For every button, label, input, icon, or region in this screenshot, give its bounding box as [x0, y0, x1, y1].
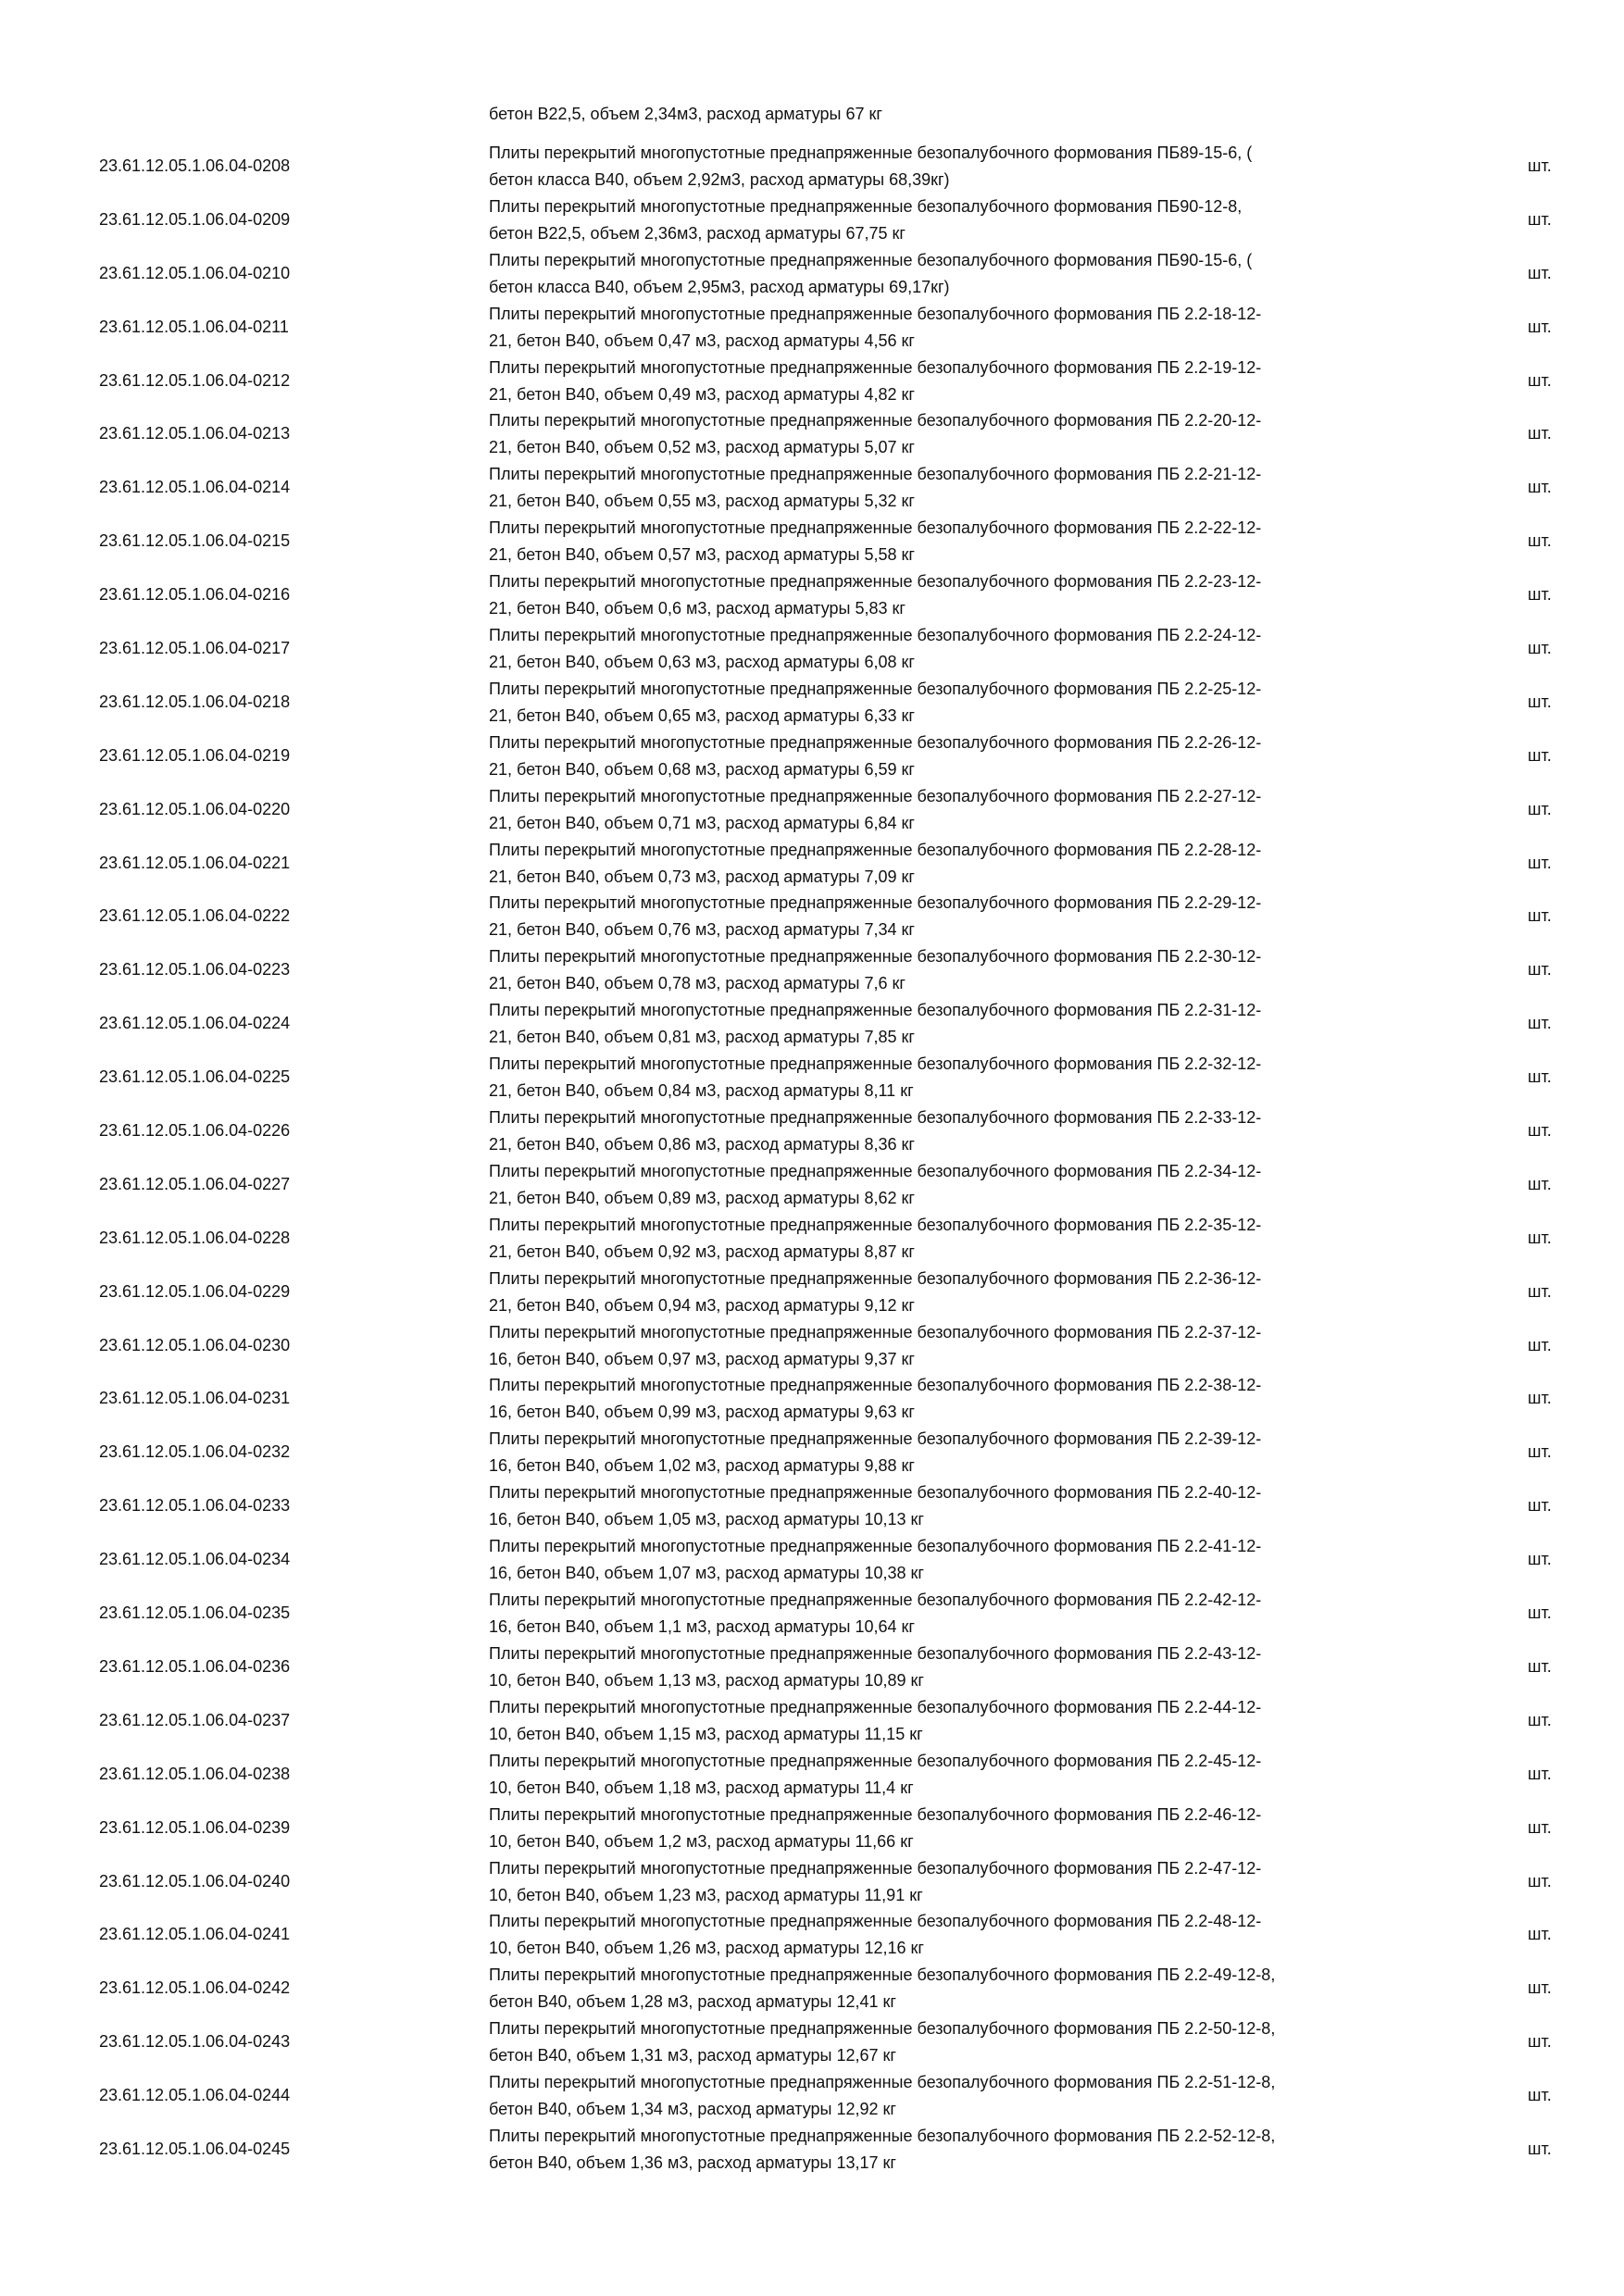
resource-code: 23.61.12.05.1.06.04-0210	[99, 263, 291, 282]
unit-of-measure: шт.	[1528, 1656, 1552, 1676]
description-line-2: 21, бетон В40, объем 0,94 м3, расход арматуры 9,12 кг	[489, 1295, 915, 1315]
description-line-1: Плиты перекрытий многопустотные преднапряженные безопалубочного формования ПБ 2.2-28-12-	[489, 840, 1262, 859]
unit-of-measure: шт.	[1528, 745, 1552, 765]
table-row	[0, 1212, 1624, 1266]
unit-of-measure: шт.	[1528, 585, 1552, 605]
resource-code: 23.61.12.05.1.06.04-0216	[99, 585, 291, 605]
resource-code: 23.61.12.05.1.06.04-0211	[99, 317, 289, 336]
resource-description	[489, 676, 1452, 730]
table-row	[0, 1372, 1624, 1426]
description-line-2: 21, бетон В40, объем 0,57 м3, расход арматуры 5,58 кг	[489, 545, 915, 565]
table-row	[0, 461, 1624, 515]
resource-description	[489, 622, 1452, 676]
description-line-2: 10, бетон В40, объем 1,23 м3, расход арматуры 11,91 кг	[489, 1885, 923, 1904]
resource-description	[489, 407, 1452, 461]
description-line-1: Плиты перекрытий многопустотные преднапряженные безопалубочного формования ПБ 2.2-18-12-	[489, 304, 1262, 323]
resource-code: 23.61.12.05.1.06.04-0244	[99, 2086, 291, 2105]
resource-description	[489, 1533, 1452, 1587]
table-row	[0, 193, 1624, 247]
unit-of-measure: шт.	[1528, 1014, 1552, 1033]
resource-description	[489, 568, 1452, 622]
table-row	[0, 730, 1624, 783]
description-line-1: Плиты перекрытий многопустотные преднапряженные безопалубочного формования ПБ90-15-6, (	[489, 250, 1253, 269]
description-line-1: Плиты перекрытий многопустотные преднапряженные безопалубочного формования ПБ 2.2-40-12-	[489, 1483, 1262, 1503]
description-line-1: Плиты перекрытий многопустотные преднапряженные безопалубочного формования ПБ 2.2-19-12-	[489, 357, 1262, 377]
unit-of-measure: шт.	[1528, 1228, 1552, 1247]
description-line-2: 16, бетон В40, объем 0,97 м3, расход арматуры 9,37 кг	[489, 1349, 915, 1368]
description-line-1: Плиты перекрытий многопустотные преднапряженные безопалубочного формования ПБ90-12-8,	[489, 196, 1243, 216]
table-row	[0, 355, 1624, 408]
description-line-1: Плиты перекрытий многопустотные преднапряженные безопалубочного формования ПБ 2.2-37-12-	[489, 1322, 1262, 1341]
description-line-1: Плиты перекрытий многопустотные преднапряженные безопалубочного формования ПБ 2.2-34-12-	[489, 1161, 1262, 1180]
unit-of-measure: шт.	[1528, 1442, 1552, 1462]
description-line-1: Плиты перекрытий многопустотные преднапряженные безопалубочного формования ПБ 2.2-23-12-	[489, 572, 1262, 592]
resource-code: 23.61.12.05.1.06.04-0238	[99, 1764, 291, 1783]
table-row	[0, 247, 1624, 301]
description-line-2: бетон класса В40, объем 2,92м3, расход арматуры 68,39кг)	[489, 170, 950, 189]
description-line-2: бетон В40, объем 1,36 м3, расход арматуры 13,17 кг	[489, 2152, 896, 2172]
unit-of-measure: шт.	[1528, 1603, 1552, 1623]
description-line-1: Плиты перекрытий многопустотные преднапряженные безопалубочного формования ПБ 2.2-26-12-	[489, 732, 1262, 752]
description-line-2: 21, бетон В40, объем 0,73 м3, расход арматуры 7,09 кг	[489, 867, 915, 886]
table-row	[0, 1319, 1624, 1373]
resource-description	[489, 1855, 1452, 1909]
resource-code: 23.61.12.05.1.06.04-0224	[99, 1014, 291, 1033]
table-row	[0, 1051, 1624, 1104]
description-line-2: 21, бетон В40, объем 0,81 м3, расход арматуры 7,85 кг	[489, 1028, 915, 1047]
unit-of-measure: шт.	[1528, 317, 1552, 336]
resource-code: 23.61.12.05.1.06.04-0215	[99, 531, 291, 551]
resource-description	[489, 247, 1452, 301]
description-line-2: бетон В40, объем 1,34 м3, расход арматуры 12,92 кг	[489, 2100, 896, 2119]
description-line-2: 21, бетон В40, объем 0,6 м3, расход арматуры 5,83 кг	[489, 599, 906, 618]
table-row	[0, 301, 1624, 355]
description-line-2: 10, бетон В40, объем 1,13 м3, расход арматуры 10,89 кг	[489, 1670, 924, 1690]
resource-description	[489, 461, 1452, 515]
description-line-2: 21, бетон В40, объем 0,86 м3, расход арматуры 8,36 кг	[489, 1135, 915, 1154]
description-line-2: 21, бетон В40, объем 0,65 м3, расход арматуры 6,33 кг	[489, 705, 915, 725]
description-line-1: Плиты перекрытий многопустотные преднапряженные безопалубочного формования ПБ 2.2-27-12-	[489, 786, 1262, 805]
resource-code: 23.61.12.05.1.06.04-0237	[99, 1710, 291, 1729]
resource-code: 23.61.12.05.1.06.04-0229	[99, 1281, 291, 1301]
description-line-1: Плиты перекрытий многопустотные преднапряженные безопалубочного формования ПБ 2.2-48-12-	[489, 1912, 1262, 1931]
unit-of-measure: шт.	[1528, 156, 1552, 175]
table-row	[0, 140, 1624, 193]
resource-code: 23.61.12.05.1.06.04-0213	[99, 424, 291, 443]
description-line-2: 16, бетон В40, объем 1,05 м3, расход арматуры 10,13 кг	[489, 1510, 924, 1529]
description-line-2: бетон В40, объем 1,31 м3, расход арматуры 12,67 кг	[489, 2046, 896, 2065]
table-row	[0, 1479, 1624, 1533]
resource-description	[489, 2015, 1452, 2069]
resource-code: 23.61.12.05.1.06.04-0219	[99, 745, 291, 765]
resource-code: 23.61.12.05.1.06.04-0228	[99, 1228, 291, 1247]
table-row	[0, 890, 1624, 943]
resource-code: 23.61.12.05.1.06.04-0245	[99, 2139, 291, 2158]
resource-code: 23.61.12.05.1.06.04-0240	[99, 1871, 291, 1890]
description-line-1: Плиты перекрытий многопустотные преднапряженные безопалубочного формования ПБ 2.2-25-12-	[489, 679, 1262, 698]
unit-of-measure: шт.	[1528, 424, 1552, 443]
description-line-1: Плиты перекрытий многопустотные преднапряженные безопалубочного формования ПБ 2.2-24-12-	[489, 626, 1262, 645]
resource-description	[489, 1694, 1452, 1748]
resource-code: 23.61.12.05.1.06.04-0242	[99, 1978, 291, 1998]
resource-code: 23.61.12.05.1.06.04-0239	[99, 1817, 291, 1837]
resource-code: 23.61.12.05.1.06.04-0235	[99, 1603, 291, 1623]
resource-description	[489, 1802, 1452, 1855]
unit-of-measure: шт.	[1528, 1121, 1552, 1141]
description-line-1: Плиты перекрытий многопустотные преднапряженные безопалубочного формования ПБ 2.2-38-12-	[489, 1376, 1262, 1395]
description-line-2: 16, бетон В40, объем 0,99 м3, расход арматуры 9,63 кг	[489, 1403, 915, 1422]
description-line-1: Плиты перекрытий многопустотные преднапряженные безопалубочного формования ПБ 2.2-49-12-8,	[489, 1965, 1276, 1985]
description-line-1: Плиты перекрытий многопустотные преднапряженные безопалубочного формования ПБ 2.2-52-12-8,	[489, 2126, 1276, 2145]
description-line-2: 10, бетон В40, объем 1,2 м3, расход арматуры 11,66 кг	[489, 1831, 914, 1851]
resource-description	[489, 1587, 1452, 1641]
description-line-1: Плиты перекрытий многопустотные преднапряженные безопалубочного формования ПБ 2.2-33-12-	[489, 1108, 1262, 1128]
description-line-1: Плиты перекрытий многопустотные преднапряженные безопалубочного формования ПБ 2.2-44-12-	[489, 1697, 1262, 1716]
unit-of-measure: шт.	[1528, 1978, 1552, 1998]
resource-description	[489, 1372, 1452, 1426]
description-line-2: 21, бетон В40, объем 0,78 м3, расход арматуры 7,6 кг	[489, 974, 906, 993]
table-row	[0, 783, 1624, 837]
description-line-2: 21, бетон В40, объем 0,71 м3, расход арматуры 6,84 кг	[489, 813, 915, 832]
table-row	[0, 943, 1624, 997]
description-line-2: 21, бетон В40, объем 0,55 м3, расход арматуры 5,32 кг	[489, 492, 915, 511]
description-line-1: Плиты перекрытий многопустотные преднапряженные безопалубочного формования ПБ 2.2-41-12-	[489, 1537, 1262, 1556]
resource-code: 23.61.12.05.1.06.04-0232	[99, 1442, 291, 1462]
description-line-2: 21, бетон В40, объем 0,49 м3, расход арматуры 4,82 кг	[489, 384, 915, 404]
table-row	[0, 1855, 1624, 1909]
resource-code: 23.61.12.05.1.06.04-0236	[99, 1656, 291, 1676]
description-line-1: Плиты перекрытий многопустотные преднапряженные безопалубочного формования ПБ 2.2-45-12-	[489, 1751, 1262, 1770]
resource-description	[489, 515, 1452, 568]
description-line-1: Плиты перекрытий многопустотные преднапряженные безопалубочного формования ПБ 2.2-20-12-	[489, 411, 1262, 430]
resource-code: 23.61.12.05.1.06.04-0220	[99, 799, 291, 818]
resource-description	[489, 1212, 1452, 1266]
table-row	[0, 1158, 1624, 1212]
table-row	[0, 515, 1624, 568]
resource-code: 23.61.12.05.1.06.04-0227	[99, 1174, 291, 1193]
resource-description	[489, 1104, 1452, 1158]
description-line-2: 16, бетон В40, объем 1,1 м3, расход арматуры 10,64 кг	[489, 1617, 915, 1637]
unit-of-measure: шт.	[1528, 1817, 1552, 1837]
description-line-1: Плиты перекрытий многопустотные преднапряженные безопалубочного формования ПБ 2.2-32-12-	[489, 1054, 1262, 1074]
unit-of-measure: шт.	[1528, 1281, 1552, 1301]
table-row	[0, 2069, 1624, 2123]
unit-of-measure: шт.	[1528, 531, 1552, 551]
table-row	[0, 676, 1624, 730]
resource-description	[489, 1908, 1452, 1962]
resource-description	[489, 193, 1452, 247]
unit-of-measure: шт.	[1528, 1335, 1552, 1354]
description-line-2: 10, бетон В40, объем 1,18 м3, расход арматуры 11,4 кг	[489, 1778, 914, 1797]
description-line-2: 21, бетон В40, объем 0,84 м3, расход арматуры 8,11 кг	[489, 1081, 914, 1101]
description-line-2: 21, бетон В40, объем 0,52 м3, расход арматуры 5,07 кг	[489, 438, 915, 457]
description-line-2: 10, бетон В40, объем 1,26 м3, расход арматуры 12,16 кг	[489, 1939, 924, 1958]
resource-code: 23.61.12.05.1.06.04-0214	[99, 478, 291, 497]
table-row	[0, 837, 1624, 891]
description-line-2: бетон В40, объем 1,28 м3, расход арматуры 12,41 кг	[489, 1992, 896, 2012]
unit-of-measure: шт.	[1528, 1550, 1552, 1569]
resource-code: 23.61.12.05.1.06.04-0209	[99, 209, 291, 229]
description-line-1: Плиты перекрытий многопустотные преднапряженные безопалубочного формования ПБ 2.2-36-12-	[489, 1268, 1262, 1288]
unit-of-measure: шт.	[1528, 1496, 1552, 1516]
description-line-2: 21, бетон В40, объем 0,63 м3, расход арматуры 6,08 кг	[489, 653, 915, 672]
unit-of-measure: шт.	[1528, 853, 1552, 872]
description-line-1: Плиты перекрытий многопустотные преднапряженные безопалубочного формования ПБ 2.2-39-12-	[489, 1429, 1262, 1449]
table-row	[0, 622, 1624, 676]
description-line-1: Плиты перекрытий многопустотные преднапряженные безопалубочного формования ПБ 2.2-51-12-8,	[489, 2073, 1276, 2092]
resource-description	[489, 730, 1452, 783]
resource-code: 23.61.12.05.1.06.04-0241	[99, 1925, 291, 1944]
table-row	[0, 2015, 1624, 2069]
unit-of-measure: шт.	[1528, 263, 1552, 282]
unit-of-measure: шт.	[1528, 906, 1552, 926]
unit-of-measure: шт.	[1528, 1925, 1552, 1944]
table-row	[0, 1533, 1624, 1587]
unit-of-measure: шт.	[1528, 799, 1552, 818]
description-line-1: Плиты перекрытий многопустотные преднапряженные безопалубочного формования ПБ89-15-6, (	[489, 144, 1253, 162]
description-line-1: Плиты перекрытий многопустотные преднапряженные безопалубочного формования ПБ 2.2-31-12-	[489, 1001, 1262, 1020]
table-row	[0, 2123, 1624, 2177]
continued-description-line: бетон В22,5, объем 2,34м3, расход арматуры 67 кг	[489, 105, 882, 123]
unit-of-measure: шт.	[1528, 478, 1552, 497]
table-row	[0, 407, 1624, 461]
unit-of-measure: шт.	[1528, 209, 1552, 229]
description-line-1: Плиты перекрытий многопустотные преднапряженные безопалубочного формования ПБ 2.2-35-12-	[489, 1215, 1262, 1234]
description-line-1: Плиты перекрытий многопустотные преднапряженные безопалубочного формования ПБ 2.2-50-12-8,	[489, 2019, 1276, 2039]
unit-of-measure: шт.	[1528, 1764, 1552, 1783]
resource-description	[489, 1962, 1452, 2015]
description-line-1: Плиты перекрытий многопустотные преднапряженные безопалубочного формования ПБ 2.2-46-12-	[489, 1804, 1262, 1824]
table-row	[0, 997, 1624, 1051]
resource-description	[489, 1051, 1452, 1104]
resource-code: 23.61.12.05.1.06.04-0226	[99, 1121, 291, 1141]
resource-description	[489, 1158, 1452, 1212]
resource-code: 23.61.12.05.1.06.04-0217	[99, 639, 291, 658]
resource-description	[489, 943, 1452, 997]
description-line-2: бетон класса В40, объем 2,95м3, расход арматуры 69,17кг)	[489, 277, 950, 296]
resource-description	[489, 1426, 1452, 1479]
resource-description	[489, 1266, 1452, 1319]
resource-description	[489, 355, 1452, 408]
resource-description	[489, 890, 1452, 943]
resource-description	[489, 1641, 1452, 1694]
description-line-1: Плиты перекрытий многопустотные преднапряженные безопалубочного формования ПБ 2.2-30-12-	[489, 947, 1262, 967]
resource-code: 23.61.12.05.1.06.04-0218	[99, 692, 291, 711]
unit-of-measure: шт.	[1528, 2032, 1552, 2052]
description-line-2: 21, бетон В40, объем 0,92 м3, расход арматуры 8,87 кг	[489, 1242, 915, 1261]
description-line-2: 21, бетон В40, объем 0,89 м3, расход арматуры 8,62 кг	[489, 1188, 915, 1207]
description-line-1: Плиты перекрытий многопустотные преднапряженные безопалубочного формования ПБ 2.2-29-12-	[489, 893, 1262, 913]
unit-of-measure: шт.	[1528, 1067, 1552, 1087]
table-row	[0, 1962, 1624, 2015]
description-line-2: 10, бетон В40, объем 1,15 м3, расход арматуры 11,15 кг	[489, 1724, 923, 1743]
unit-of-measure: шт.	[1528, 1871, 1552, 1890]
resource-code: 23.61.12.05.1.06.04-0243	[99, 2032, 291, 2052]
resource-code: 23.61.12.05.1.06.04-0223	[99, 960, 291, 980]
resource-description	[489, 2069, 1452, 2123]
table-row	[0, 1908, 1624, 1962]
resource-code: 23.61.12.05.1.06.04-0208	[99, 156, 291, 175]
description-line-1: Плиты перекрытий многопустотные преднапряженные безопалубочного формования ПБ 2.2-22-12-	[489, 518, 1262, 538]
price-list-table	[0, 140, 1624, 2177]
description-line-2: 16, бетон В40, объем 1,07 м3, расход арматуры 10,38 кг	[489, 1564, 924, 1583]
resource-description	[489, 1479, 1452, 1533]
resource-code: 23.61.12.05.1.06.04-0212	[99, 370, 291, 390]
table-row	[0, 1104, 1624, 1158]
unit-of-measure: шт.	[1528, 1389, 1552, 1408]
description-line-2: 21, бетон В40, объем 0,76 м3, расход арматуры 7,34 кг	[489, 920, 915, 940]
table-row	[0, 1587, 1624, 1641]
table-row	[0, 1694, 1624, 1748]
description-line-1: Плиты перекрытий многопустотные преднапряженные безопалубочного формования ПБ 2.2-43-12-	[489, 1643, 1262, 1663]
description-line-2: 21, бетон В40, объем 0,68 м3, расход арматуры 6,59 кг	[489, 759, 915, 779]
resource-description	[489, 837, 1452, 891]
unit-of-measure: шт.	[1528, 639, 1552, 658]
table-row	[0, 1426, 1624, 1479]
resource-description	[489, 997, 1452, 1051]
description-line-2: бетон В22,5, объем 2,36м3, расход арматуры 67,75 кг	[489, 223, 906, 243]
table-row	[0, 1266, 1624, 1319]
table-row	[0, 1802, 1624, 1855]
resource-code: 23.61.12.05.1.06.04-0225	[99, 1067, 291, 1087]
resource-description	[489, 1319, 1452, 1373]
resource-description	[489, 2123, 1452, 2177]
resource-description	[489, 301, 1452, 355]
unit-of-measure: шт.	[1528, 692, 1552, 711]
resource-description	[489, 783, 1452, 837]
resource-code: 23.61.12.05.1.06.04-0221	[99, 853, 291, 872]
description-line-2: 16, бетон В40, объем 1,02 м3, расход арматуры 9,88 кг	[489, 1456, 915, 1476]
unit-of-measure: шт.	[1528, 960, 1552, 980]
table-row	[0, 568, 1624, 622]
resource-code: 23.61.12.05.1.06.04-0234	[99, 1550, 291, 1569]
unit-of-measure: шт.	[1528, 1710, 1552, 1729]
unit-of-measure: шт.	[1528, 2139, 1552, 2158]
resource-code: 23.61.12.05.1.06.04-0233	[99, 1496, 291, 1516]
resource-code: 23.61.12.05.1.06.04-0222	[99, 906, 291, 926]
description-line-2: 21, бетон В40, объем 0,47 м3, расход арматуры 4,56 кг	[489, 331, 915, 350]
table-row	[0, 1641, 1624, 1694]
unit-of-measure: шт.	[1528, 370, 1552, 390]
table-row	[0, 1748, 1624, 1802]
resource-code: 23.61.12.05.1.06.04-0230	[99, 1335, 291, 1354]
resource-description	[489, 140, 1452, 193]
description-line-1: Плиты перекрытий многопустотные преднапряженные безопалубочного формования ПБ 2.2-42-12-	[489, 1591, 1262, 1610]
unit-of-measure: шт.	[1528, 1174, 1552, 1193]
resource-code: 23.61.12.05.1.06.04-0231	[99, 1389, 291, 1408]
description-line-1: Плиты перекрытий многопустотные преднапряженные безопалубочного формования ПБ 2.2-21-12-	[489, 465, 1262, 484]
unit-of-measure: шт.	[1528, 2086, 1552, 2105]
description-line-1: Плиты перекрытий многопустотные преднапряженные безопалубочного формования ПБ 2.2-47-12-	[489, 1858, 1262, 1878]
resource-description	[489, 1748, 1452, 1802]
